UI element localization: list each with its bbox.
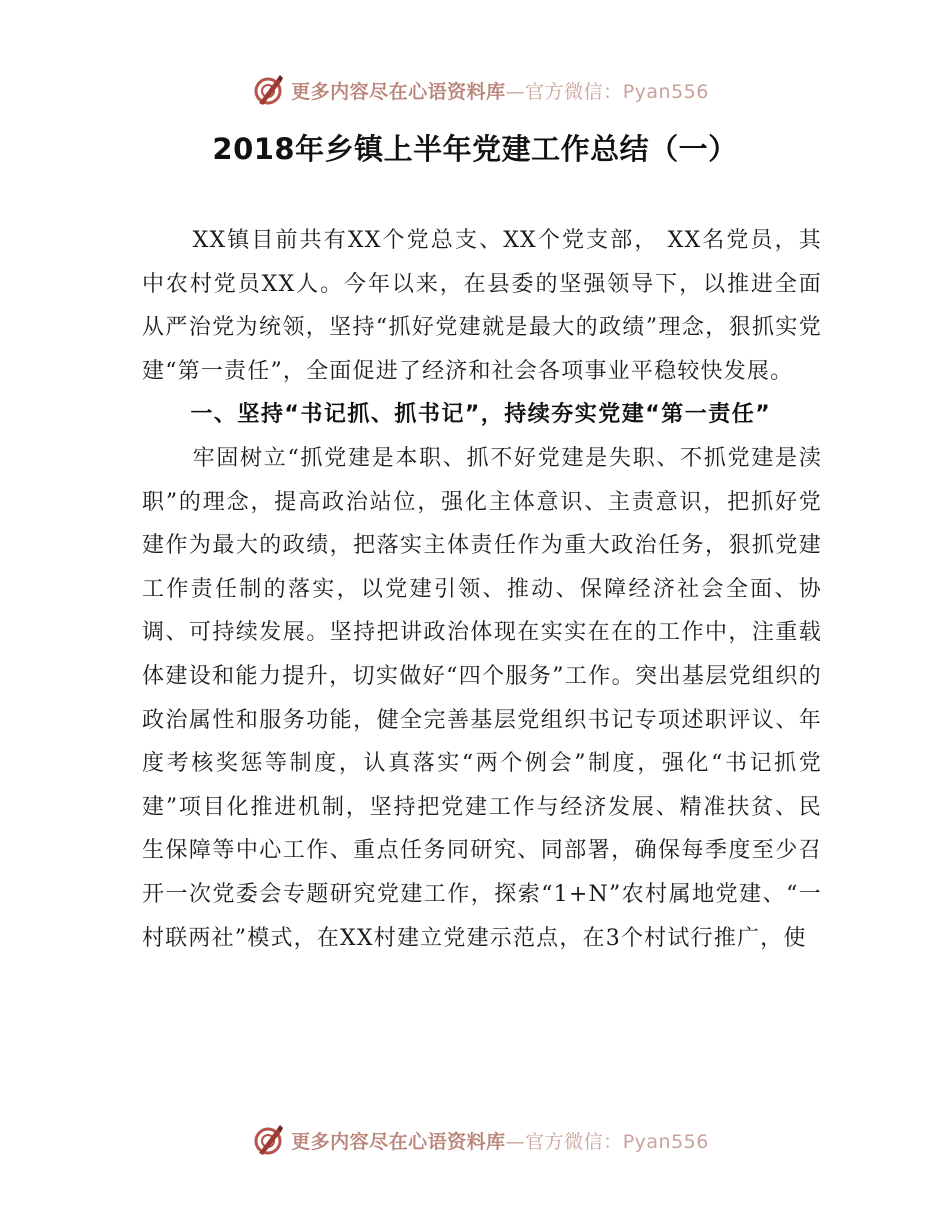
watermark-text bbox=[291, 1127, 709, 1154]
watermark-group bbox=[251, 73, 709, 107]
section-paragraph: 牢固树立“抓党建是本职、抓不好党建是失职、不抓党建是渎职”的理念，提高政治站位，强化主体意识、主责意识，把抓好党建作为最大的政绩，把落实主体责任作为重大政治任务，狠抓党建工作责任制的落实，以党建引领、推动、保障经济社会全面、协调、可持续发展。坚持把讲政治体现在实实在在的工作中，注重载体建设和能力提升，切实做好“四个服务”工作。突出基层党组织的政治属性和服务功能，健全完善基层党组织书记专项述职评议、年度考核奖惩等制度，认真落实“两个例会”制度，强化“书记抓党建”项目化推进机制，坚持把党建工作与经济发展、精准扶贫、民生保障等中心工作、重点任务同研究、同部署，确保每季度至少召开一次党委会专题研究党建工作，探索“1+N”农村属地党建、“一村联两社”模式，在XX村建立党建示范点，在3个村试行推广，使 bbox=[142, 445, 822, 951]
watermark-group bbox=[251, 1123, 709, 1157]
section-heading: 一、坚持“书记抓、抓书记”，持续夯实党建“第一责任” bbox=[190, 402, 772, 428]
pen-circle-logo-icon bbox=[251, 73, 285, 107]
watermark-sub-text: —官方微信： bbox=[505, 1130, 623, 1153]
watermark-footer bbox=[0, 1120, 950, 1160]
watermark-id-text: Pyan556 bbox=[622, 80, 709, 103]
intro-paragraph: XX镇目前共有XX个党总支、XX个党支部， XX名党员，其中农村党员XX人。今年以来，在县委的坚强领导下，以推进全面从严治党为统领，坚持“抓好党建就是最大的政绩”理念，狠抓实党建“第一责任”，全面促进了经济和社会各项事业平稳较快发展。 bbox=[142, 228, 822, 384]
watermark-sub-text: —官方微信： bbox=[505, 80, 623, 103]
watermark-header bbox=[0, 70, 950, 110]
watermark-text bbox=[291, 77, 709, 104]
document-body bbox=[142, 219, 822, 960]
watermark-main-text: 更多内容尽在心语资料库 bbox=[291, 1130, 506, 1153]
document-title: 2018年乡镇上半年党建工作总结（一） bbox=[212, 132, 738, 166]
watermark-main-text: 更多内容尽在心语资料库 bbox=[291, 80, 506, 103]
pen-circle-logo-icon bbox=[251, 1123, 285, 1157]
watermark-id-text: Pyan556 bbox=[622, 1130, 709, 1153]
